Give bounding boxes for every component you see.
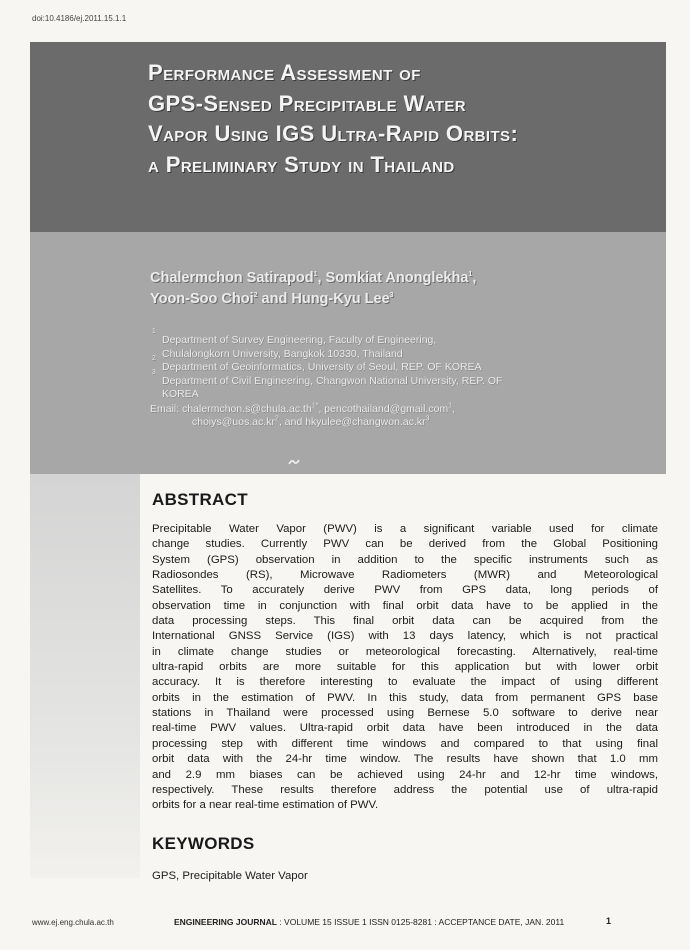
abstract-line: International GNSS Service (IGS) with 13 days latency, which is not practical xyxy=(152,630,658,643)
keywords-text: GPS, Precipitable Water Vapor xyxy=(152,870,308,882)
abstract-line: Satellites. To accurately derive PWV from GPS data, long periods of xyxy=(152,584,658,597)
decorative-mark xyxy=(288,458,300,469)
keywords-heading: KEYWORDS xyxy=(152,834,255,853)
abstract-line: change studies. Currently PWV can be derived from the Global Positioning xyxy=(152,538,658,551)
affiliation-list xyxy=(150,334,650,430)
email-separator: , and xyxy=(278,416,306,428)
affiliation-item: 3 Department of Civil Engineering, Changwon National University, REP. OF xyxy=(152,368,503,387)
author-separator: , xyxy=(317,270,326,286)
author-line xyxy=(150,268,650,289)
author-affiliation-mark: 1 xyxy=(313,271,318,279)
title-line: GPS-Sensed Precipitable Water xyxy=(148,90,467,116)
author-name: Yoon-Soo Choi xyxy=(150,291,254,307)
abstract-line: orbits for a near real-time estimation of PWV. xyxy=(152,799,379,812)
author-list xyxy=(150,268,650,310)
author-affiliation-mark: 1 xyxy=(468,271,473,279)
email-address[interactable]: hkyulee@changwon.ac.kr xyxy=(305,416,426,428)
email-mark: 2 xyxy=(275,415,279,423)
affiliation-text: KOREA xyxy=(162,388,199,400)
email-block xyxy=(150,403,650,430)
author-affiliation-mark: 3 xyxy=(389,292,394,300)
title-line: Performance Assessment of xyxy=(148,60,421,85)
abstract-line: ultra-rapid orbits are more suitable for this application but with lower orbit xyxy=(152,661,658,674)
abstract-line: real-time PWV values. Ultra-rapid orbit data have been introduced in the data xyxy=(152,722,658,735)
email-mark: 1* xyxy=(311,402,319,409)
journal-details: : VOLUME 15 ISSUE 1 ISSN 0125-8281 : ACCEPTANCE DATE, JAN. 2011 xyxy=(276,917,565,927)
email-separator: , xyxy=(318,402,325,415)
footer-journal-info xyxy=(174,917,564,927)
author-line xyxy=(150,289,650,310)
doi-label: doi:10.4186/ej.2011.15.1.1 xyxy=(32,14,127,23)
email-line xyxy=(150,416,650,430)
author-name: Chalermchon Satirapod xyxy=(150,270,314,286)
email-address[interactable]: choiys@uos.ac.kr xyxy=(192,416,276,428)
author-affiliation-mark: 2 xyxy=(253,292,258,300)
author-separator: and xyxy=(257,291,292,307)
title-line: a Preliminary Study in Thailand xyxy=(148,151,455,177)
abstract-line: Precipitable Water Vapor (PWV) is a significant variable used for climate xyxy=(152,523,658,535)
title-line: Vapor Using IGS Ultra-Rapid Orbits: xyxy=(148,121,519,146)
affiliation-text: Department of Survey Engineering, Faculty of Engineering, xyxy=(162,334,437,346)
abstract-line: Radiosondes (RS), Microwave Radiometers (MWR) and Meteorological xyxy=(152,569,658,582)
abstract-line: orbit data with the 24-hr time window. The results have shown that 1.0 mm xyxy=(152,753,658,766)
abstract-line: observation time in conjunction with final orbit data have to be applied in the xyxy=(152,599,658,612)
footer-url[interactable]: www.ej.eng.chula.ac.th xyxy=(32,918,114,927)
email-mark: 3 xyxy=(425,415,430,423)
abstract-line: System (GPS) observation in addition to the specific instruments such as xyxy=(152,553,658,566)
page-number: 1 xyxy=(606,916,612,926)
abstract-line: data processing steps. This final orbit data can be acquired from the xyxy=(152,615,658,628)
author-separator: , xyxy=(472,270,477,286)
author-name: Somkiat Anonglekha xyxy=(325,270,469,286)
email-mark: 1 xyxy=(448,402,453,409)
email-separator: , xyxy=(452,402,456,415)
abstract-body xyxy=(152,522,658,814)
abstract-line: orbits in the estimation of PWV. In this study, data from permanent GPS base xyxy=(152,691,658,704)
affiliation-text: Chulalongkorn University, Bangkok 10330, Thailand xyxy=(162,347,403,360)
email-address[interactable]: pencothailand@gmail.com xyxy=(324,402,449,415)
journal-name: ENGINEERING JOURNAL xyxy=(174,917,277,927)
abstract-line: respectively. These results therefore address the potential use of ultra-rapid xyxy=(152,783,658,796)
abstract-line: stations in Thailand were processed using Bernese 5.0 software to derive near xyxy=(152,707,658,720)
author-name: Hung-Kyu Lee xyxy=(291,291,390,307)
paper-title xyxy=(148,58,658,180)
abstract-line: processing step with different time windows and compared to that using final xyxy=(152,737,658,750)
abstract-line: accuracy. It is therefore interesting to evaluate the impact of using different xyxy=(152,676,658,689)
abstract-line: in climate change studies or meteorological forecasting. Alternatively, real-time xyxy=(152,645,658,658)
abstract-heading: ABSTRACT xyxy=(152,490,248,509)
email-label: Email: xyxy=(150,402,183,415)
email-line xyxy=(150,403,650,417)
affiliation-text: Department of Geoinformatics, University of Seoul, REP. OF KOREA xyxy=(162,361,482,373)
email-address[interactable]: chalermchon.s@chula.ac.th xyxy=(182,402,312,415)
affiliation-item xyxy=(150,334,650,348)
curl-ornament-icon xyxy=(288,458,300,466)
abstract-line: and 2.9 mm biases can be achieved using 24-hr and 12-hr time windows, xyxy=(152,768,658,781)
left-margin-strip xyxy=(30,474,140,878)
affiliation-item: 2 Department of Geoinformatics, University of Seoul, REP. OF KOREA xyxy=(152,355,482,373)
affiliation-text: Department of Civil Engineering, Changwon National University, REP. OF xyxy=(162,374,503,387)
